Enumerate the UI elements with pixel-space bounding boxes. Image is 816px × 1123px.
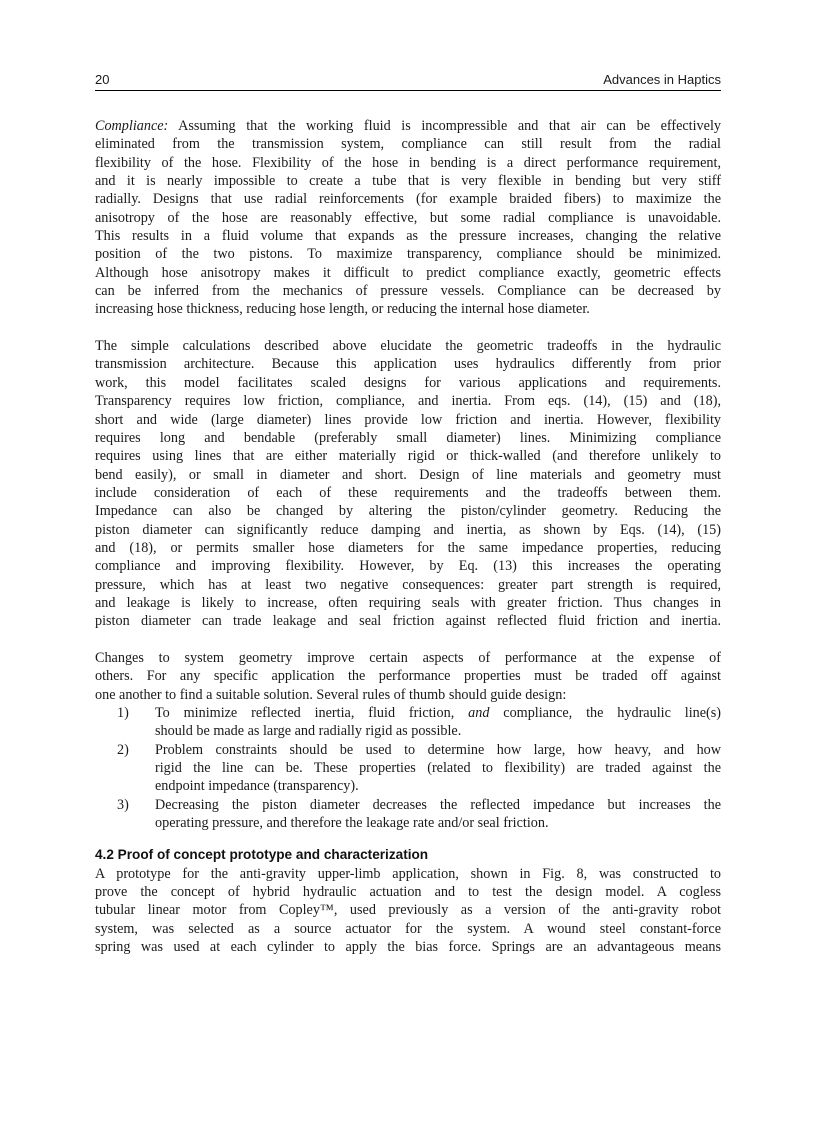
- text-line: transmission architecture. Because this application uses hydraulics differently from prior: [95, 356, 721, 373]
- text-line: Although hose anisotropy makes it difficult to predict compliance exactly, geometric effects: [95, 264, 721, 281]
- body-text: [95, 117, 721, 956]
- paragraph-tradeoffs: [95, 337, 721, 631]
- paragraph-compliance: [95, 117, 721, 319]
- list-item: [95, 741, 721, 796]
- text-line: bend easily), or small in diameter and short. Design of line materials and geometry must: [95, 466, 721, 483]
- text-line: requires long and bendable (preferably small diameter) lines. Minimizing compliance: [95, 429, 721, 446]
- page-header: [95, 70, 721, 91]
- text-line: operating pressure, and therefore the leakage rate and/or seal friction.: [155, 815, 549, 832]
- text-line: pressure, which has at least two negative consequences: greater part strength is required,: [95, 576, 721, 593]
- list-item: [95, 796, 721, 833]
- text-line: increasing hose thickness, reducing hose length, or reducing the internal hose diameter.: [95, 301, 590, 318]
- lead-term: Compliance:: [95, 118, 169, 134]
- text-line: position of the two pistons. To maximize transparency, compliance should be minimized.: [95, 246, 721, 263]
- text-line: requires using lines that are either materially rigid or thick-walled (and therefore unlikely to: [95, 448, 721, 465]
- text-line: Transparency requires low friction, compliance, and inertia. From eqs. (14), (15) and (18),: [95, 393, 721, 410]
- text-line: Changes to system geometry improve certain aspects of performance at the expense of: [95, 649, 721, 666]
- text-line: piston diameter can significantly reduce damping and inertia, as shown by Eqs. (14), (15): [95, 521, 721, 538]
- text-line: compliance and improving flexibility. However, by Eq. (13) this increases the operating: [95, 558, 721, 575]
- text-line: To minimize reflected inertia, fluid friction, and compliance, the hydraulic line(s): [155, 705, 722, 721]
- text-line: piston diameter can trade leakage and seal friction against reflected fluid friction and inertia.: [95, 613, 721, 630]
- list-number: 1): [117, 705, 129, 721]
- text-line: short and wide (large diameter) lines provide low friction and inertia. However, flexibility: [95, 411, 721, 428]
- text-line: rigid the line can be. These properties (related to flexibility) are traded against the: [155, 760, 721, 777]
- text-line: spring was used at each cylinder to apply the bias force. Springs are an advantageous means: [95, 939, 721, 956]
- page-number: 20: [95, 72, 110, 87]
- list-number: 2): [117, 741, 129, 758]
- text-line: The simple calculations described above elucidate the geometric tradeoffs in the hydraulic: [95, 338, 721, 355]
- emphasis: and: [468, 705, 490, 721]
- section-heading: 4.2 Proof of concept prototype and characterization: [95, 847, 429, 863]
- text-line: This results in a fluid volume that expands as the pressure increases, changing the relative: [95, 228, 721, 245]
- text-line: and leakage is likely to increase, often requiring seals with greater friction. Thus changes in: [95, 594, 721, 611]
- text-line: Decreasing the piston diameter decreases the reflected impedance but increases the: [155, 796, 721, 813]
- text-line: others. For any specific application the performance properties must be traded off against: [95, 668, 721, 685]
- text-line: should be made as large and radially rigid as possible.: [155, 723, 462, 740]
- text-line: A prototype for the anti-gravity upper-limb application, shown in Fig. 8, was constructed to: [95, 865, 721, 882]
- running-title: Advances in Haptics: [603, 72, 721, 87]
- text-line: prove the concept of hybrid hydraulic actuation and to test the design model. A cogless: [95, 884, 721, 901]
- text-line: work, this model facilitates scaled designs for various applications and requirements.: [95, 374, 721, 391]
- text-line: Compliance: Assuming that the working fluid is incompressible and that air can be effectively: [95, 118, 721, 134]
- paragraph-prototype: [95, 865, 721, 957]
- text-line: eliminated from the transmission system, compliance can still result from the radial: [95, 136, 721, 153]
- text-line: anisotropy of the hose are reasonably effective, but some radial compliance is unavoidable.: [95, 209, 721, 226]
- text-line: tubular linear motor from Copley™, used previously as a version of the anti-gravity robot: [95, 902, 721, 919]
- text-line: Impedance can also be changed by altering the piston/cylinder geometry. Reducing the: [95, 503, 721, 520]
- text-line: include consideration of each of these requirements and the tradeoffs between them.: [95, 484, 721, 501]
- list-number: 3): [117, 796, 129, 813]
- text-line: system, was selected as a source actuator for the system. A wound steel constant-force: [95, 920, 721, 937]
- paragraph-rules-intro: [95, 649, 721, 704]
- text-line: and (18), or permits smaller hose diameters for the same impedance properties, reducing: [95, 539, 721, 556]
- text-line: radially. Designs that use radial reinforcements (for example braided fibers) to maximize the: [95, 191, 721, 208]
- text-line: Problem constraints should be used to determine how large, how heavy, and how: [155, 741, 721, 758]
- text-line: can be inferred from the mechanics of pressure vessels. Compliance can be decreased by: [95, 283, 721, 300]
- list-item: [95, 704, 721, 741]
- text-line: one another to find a suitable solution. Several rules of thumb should guide design:: [95, 686, 567, 703]
- text-line: flexibility of the hose. Flexibility of the hose in bending is a direct performance requirement,: [95, 154, 721, 171]
- text-line: and it is nearly impossible to create a tube that is very flexible in bending but very stiff: [95, 173, 721, 190]
- text-line: endpoint impedance (transparency).: [155, 778, 359, 795]
- rules-list: [95, 704, 721, 832]
